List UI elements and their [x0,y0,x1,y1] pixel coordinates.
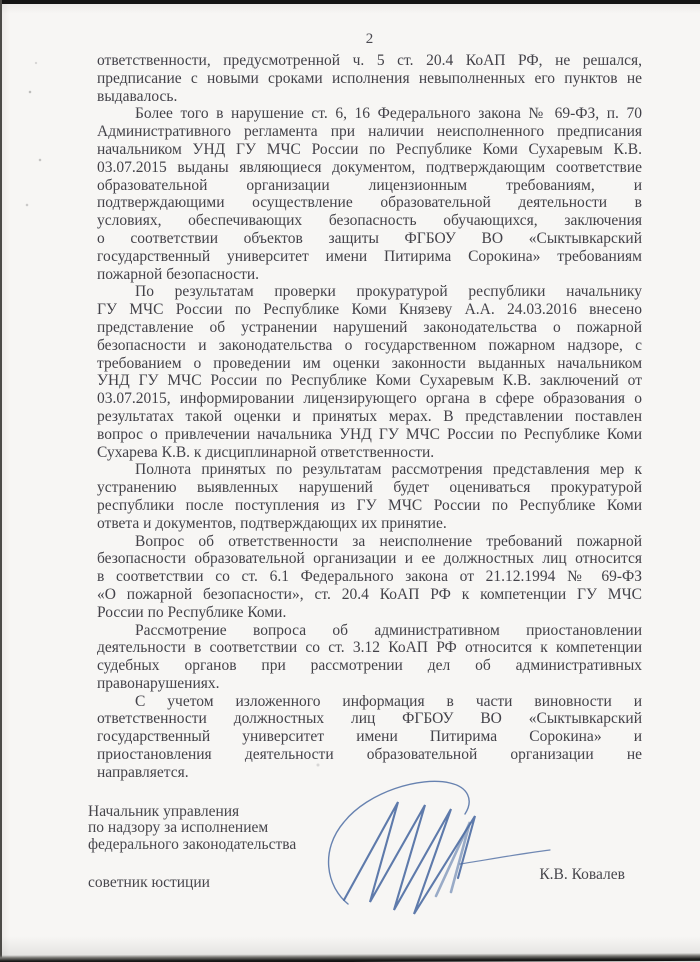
text-line: подтверждающими осуществление образовательной деятельности в [97,194,642,212]
text-line: вопрос о привлечении начальника УНД ГУ МЧС России по Республике Коми [97,425,642,443]
text-line: деятельности в соответствии со ст. 3.12 КоАП РФ относится к компетенции [97,639,642,657]
text-line: По результатам проверки прокуратурой республики начальнику [135,283,642,301]
scan-edge-left [0,0,2,962]
text-line: безопасности и законодательства о государственном пожарном надзоре, с [97,336,642,354]
handwritten-signature-icon [318,764,588,932]
text-line: ГУ МЧС России по Республике Коми Князеву А.А. 24.03.2016 внесено [97,301,642,319]
text-line: начальником УНД ГУ МЧС России по Республике Коми Сухаревым К.В. [97,140,642,158]
text-line: Вопрос об ответственности за неисполнение требований пожарной [135,532,642,550]
signer-title-line: Начальник управления [88,803,240,820]
text-line: безопасности образовательной организации и ее должностных лиц относится [97,550,642,568]
signer-name: К.В. Ковалев [539,866,625,883]
document-body [97,52,642,782]
text-line: в соответствии со ст. 6.1 Федерального закона от 21.12.1994 № 69-ФЗ [97,568,642,586]
text-line: ответственности, предусмотренной ч. 5 ст. 20.4 КоАП РФ, не решался, [97,52,642,69]
text-line: ответственности должностных лиц ФГБОУ ВО «Сыктывкарский [97,710,642,728]
text-line: результатах такой оценки и принятых мерах. В представлении поставлен [97,407,642,425]
text-line: приостановления деятельности образовательной организации не [97,746,642,764]
text-line: С учетом изложенного информация в части виновности и [135,692,642,710]
text-line: судебных органов при рассмотрении дел об административных [97,657,642,675]
text-line: государственный университет имени Питирима Сорокина» и [97,728,642,746]
text-line: устранению выявленных нарушений будет оцениваться прокуратурой [97,479,642,497]
text-line: «О пожарной безопасности», ст. 20.4 КоАП РФ к компетенции ГУ МЧС [97,585,642,603]
text-line: России по Республике Коми. [97,603,287,621]
signer-title-line: федерального законодательства [88,835,297,853]
text-line: о соответствии объектов защиты ФГБОУ ВО «Сыктывкарский [97,229,642,247]
text-line: предписание с новыми сроками исполнения невыполненных его пунктов не [97,69,642,87]
signer-rank: советник юстиции [88,874,210,892]
text-line: правонарушениях. [97,674,220,692]
scan-edge-top [0,0,700,4]
text-line: УНД ГУ МЧС России по Республике Коми Сухаревым К.В. заключений от [97,372,642,390]
text-line: Рассмотрение вопроса об административном приостановлении [135,621,642,639]
scan-edge-bottom [0,953,700,962]
text-line: республики после поступления из ГУ МЧС России по Республике Коми [97,496,642,514]
text-line: требованием о проведении им оценки законности выданных начальником [97,354,642,372]
text-line: Сухарева К.В. к дисциплинарной ответственности. [97,443,435,461]
text-line: Более того в нарушение ст. 6, 16 Федерального закона № 69-ФЗ, п. 70 [135,105,642,123]
text-line: 03.07.2015 выданы являющиеся документом, подтверждающим соответствие [97,158,642,176]
text-line: Административного регламента при наличии неисполненного предписания [97,123,642,141]
text-line: 03.07.2015, информировании лицензирующего органа в сфере образования о [97,390,642,408]
text-line: образовательной организации лицензионным требованиям, и [97,176,642,194]
signer-title-line: по надзору за исполнением [88,819,269,837]
text-line: Полнота принятых по результатам рассмотрения представления мер к [135,461,642,479]
page-number: 2 [365,31,374,47]
text-line: условиях, обеспечивающих безопасность обучающихся, заключения [97,212,642,230]
text-line: государственный университет имени Питирима Сорокина» требованиям [97,247,642,265]
text-line: представление об устранении нарушений законодательства о пожарной [97,318,642,336]
text-line: направляется. [97,763,189,781]
text-line: выдавалось. [97,87,178,105]
text-line: ответа и документов, подтверждающих их принятие. [97,514,447,532]
text-line: пожарной безопасности. [97,265,260,283]
